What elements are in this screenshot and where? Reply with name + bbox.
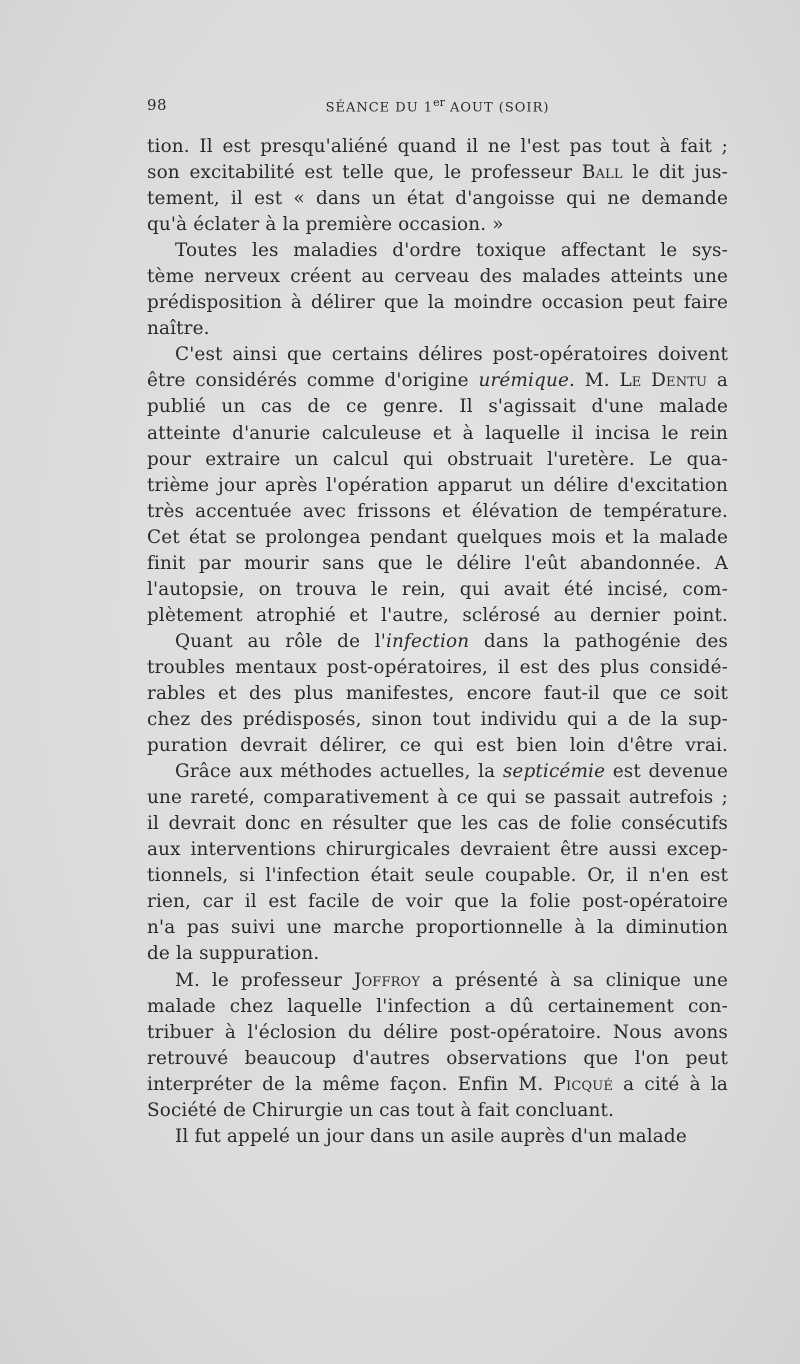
- text-run: Cet état se prolongea pendant quelques mois et la malade: [147, 526, 728, 548]
- text-run: n'a pas suivi une marche proportionnelle à la diminution: [147, 917, 728, 939]
- text-run: a présenté à sa clinique une: [420, 969, 728, 991]
- text-line: [147, 499, 728, 525]
- text-run: Quant au rôle de l': [175, 630, 387, 652]
- text-line: [147, 785, 728, 811]
- text-line: [147, 1072, 728, 1098]
- text-line: [147, 160, 728, 186]
- text-line: [147, 577, 728, 603]
- text-run: l'autopsie, on trouva le rein, qui avait été incisé, com-: [147, 578, 728, 600]
- body-text: [147, 134, 728, 1150]
- text-run: Grâce aux méthodes actuelles, la: [175, 761, 503, 783]
- text-run: chez des prédisposés, sinon tout individu qui a de la sup-: [147, 709, 728, 731]
- text-line: [147, 368, 728, 394]
- text-line: [147, 134, 728, 160]
- text-line: [147, 1098, 728, 1124]
- text-run: une rareté, comparativement à ce qui se passait autrefois ;: [147, 787, 728, 809]
- text-run: a cité à la: [613, 1073, 728, 1095]
- text-line: [147, 1020, 728, 1046]
- text-run: rables et des plus manifestes, encore faut-il que ce soit: [147, 682, 728, 704]
- text-line: [147, 681, 728, 707]
- text-line: [147, 1124, 728, 1150]
- italic-term: septicémie: [502, 761, 606, 783]
- text-line: [147, 889, 728, 915]
- text-run: pour extraire un calcul qui obstruait l'uretère. Le qua-: [147, 448, 728, 470]
- text-line: [147, 837, 728, 863]
- text-run: tème nerveux créent au cerveau des malades atteints une: [147, 266, 728, 288]
- text-line: [147, 394, 728, 420]
- text-line: [147, 551, 728, 577]
- text-line: [147, 525, 728, 551]
- text-run: le dit jus-: [622, 162, 728, 184]
- text-run: C'est ainsi que certains délires post-opératoires doivent: [175, 344, 728, 366]
- text-run: son excitabilité est telle que, le professeur: [147, 162, 582, 184]
- text-run: trième jour après l'opération apparut un délire d'excitation: [147, 474, 728, 496]
- small-caps-name: Ball: [581, 162, 623, 184]
- text-run: dans la pathogénie des: [469, 630, 729, 652]
- text-run: plètement atrophié et l'autre, sclérosé au dernier point.: [147, 604, 728, 626]
- text-line: [147, 915, 728, 941]
- text-run: interpréter de la même façon. Enfin M.: [147, 1073, 554, 1095]
- text-run: Société de Chirurgie un cas tout à fait concluant.: [147, 1099, 615, 1121]
- text-run: retrouvé beaucoup d'autres observations que l'on peut: [147, 1047, 728, 1069]
- text-line: [147, 212, 728, 238]
- text-run: très accentuée avec frissons et élévation de température.: [147, 500, 728, 522]
- text-line: [147, 941, 728, 967]
- text-line: [147, 811, 728, 837]
- text-line: [147, 264, 728, 290]
- text-run: tionnels, si l'infection était seule coupable. Or, il n'en est: [147, 865, 728, 887]
- text-line: [147, 342, 728, 368]
- text-line: [147, 186, 728, 212]
- text-line: [147, 238, 728, 264]
- text-run: qu'à éclater à la première occasion. »: [147, 214, 504, 236]
- text-line: [147, 733, 728, 759]
- text-run: rien, car il est facile de voir que la folie post-opératoire: [147, 891, 728, 913]
- text-run: prédisposition à délirer que la moindre occasion peut faire: [147, 292, 728, 314]
- text-line: [147, 603, 728, 629]
- text-run: a: [707, 370, 728, 392]
- page-number: 98: [147, 96, 168, 114]
- italic-term: infection: [386, 630, 470, 652]
- text-line: [147, 316, 728, 342]
- text-line: [147, 1046, 728, 1072]
- small-caps-name: Picqué: [553, 1073, 613, 1095]
- text-line: [147, 863, 728, 889]
- text-line: [147, 707, 728, 733]
- text-run: malade chez laquelle l'infection a dû certainement con-: [147, 995, 728, 1017]
- text-run: troubles mentaux post-opératoires, il est des plus considé-: [147, 656, 728, 678]
- small-caps-name: Le Dentu: [619, 370, 708, 392]
- text-run: puration devrait délirer, ce qui est bien loin d'être vrai.: [147, 735, 728, 757]
- text-run: naître.: [147, 318, 210, 340]
- text-line: [147, 994, 728, 1020]
- text-line: [147, 629, 728, 655]
- text-line: [147, 290, 728, 316]
- italic-term: urémique.: [478, 370, 575, 392]
- running-head: SÉANCE DU 1er AOUT (SOIR): [325, 96, 550, 116]
- text-line: [147, 421, 728, 447]
- text-run: de la suppuration.: [147, 943, 320, 965]
- text-line: [147, 473, 728, 499]
- text-run: il devrait donc en résulter que les cas de folie consécutifs: [147, 813, 728, 835]
- text-run: tement, il est « dans un état d'angoisse qui ne demande: [147, 188, 728, 210]
- text-run: publié un cas de ce genre. Il s'agissait d'une malade: [147, 396, 728, 418]
- text-run: être considérés comme d'origine: [147, 370, 479, 392]
- text-run: est devenue: [605, 761, 728, 783]
- page-header: [147, 96, 728, 122]
- text-line: [147, 655, 728, 681]
- text-run: Il fut appelé un jour dans un asile auprès d'un malade: [175, 1125, 687, 1147]
- text-run: tribuer à l'éclosion du délire post-opératoire. Nous avons: [147, 1021, 728, 1043]
- text-run: M.: [575, 370, 620, 392]
- text-run: tion. Il est presqu'aliéné quand il ne l'est pas tout à fait ;: [147, 136, 728, 157]
- text-run: M. le professeur: [175, 969, 354, 991]
- text-line: [147, 759, 728, 785]
- text-run: finit par mourir sans que le délire l'eût abandonnée. A: [147, 552, 728, 574]
- small-caps-name: Joffroy: [353, 969, 421, 991]
- text-run: Toutes les maladies d'ordre toxique affectant le sys-: [175, 240, 728, 262]
- text-line: [147, 447, 728, 473]
- text-run: aux interventions chirurgicales devraient être aussi excep-: [147, 839, 728, 861]
- text-run: atteinte d'anurie calculeuse et à laquelle il incisa le rein: [147, 422, 728, 444]
- text-line: [147, 968, 728, 994]
